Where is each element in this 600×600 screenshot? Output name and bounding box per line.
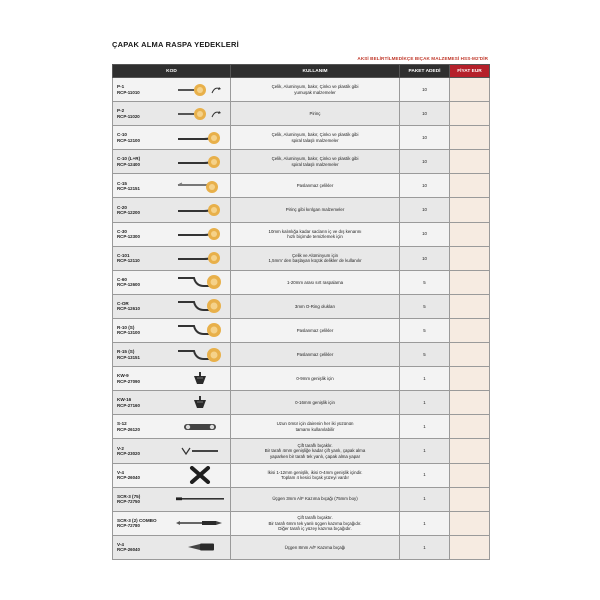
model-code: C-OR [117,300,129,306]
curved-blade-icon [171,131,231,145]
code-cell [113,270,171,294]
usage-cell [231,318,400,342]
model-code: C-10 (L+R) [117,156,141,162]
usage-cell [231,415,400,439]
usage-line: hızlı biçimde temizlemek için [287,234,343,240]
code-cell [113,439,171,463]
price-cell [450,367,490,391]
model-code: C-60 [117,276,127,282]
model-code: P-2 [117,108,125,114]
code-cell [113,318,171,342]
product-image-cell [171,150,231,174]
price-cell [450,318,490,342]
rcp-code: RCP-12610 [117,306,140,312]
package-qty: 10 [400,78,450,102]
model-code: S-12 [117,421,127,427]
product-image-cell [171,222,231,246]
page-title: ÇAPAK ALMA RASPA YEDEKLERİ [112,40,239,49]
product-image-cell [171,535,231,559]
hook-blade-icon [171,347,231,363]
rcp-code: RCP-26040 [117,475,140,481]
table-header-row [113,65,490,78]
usage-line: yumuşak malzemeler [294,89,336,95]
package-qty: 1 [400,415,450,439]
usage-line: Çift taraflı bıçaktır. [297,515,333,521]
code-cell [113,487,171,511]
table-row [113,535,490,559]
header-kullanim: KULLANIM [231,65,400,78]
hook-blade-icon [171,274,231,290]
model-code: P-1 [117,84,125,90]
rcp-code: RCP-12300 [117,234,140,240]
rcp-code: RCP-12151 [117,185,140,191]
code-cell [113,367,171,391]
usage-cell [231,102,400,126]
usage-cell [231,487,400,511]
code-cell [113,174,171,198]
countersink-head-icon [171,395,231,411]
swivel-blade-icon [171,83,231,97]
rcp-code: RCP-72750 [117,499,140,505]
product-image-cell [171,511,231,535]
rcp-code: RCP-27090 [117,378,140,384]
table-row [113,463,490,487]
model-code: V-2 [117,445,124,451]
usage-line: 10mm kalınlığa kadar sacların iç ve dış kenarını [268,228,362,234]
table-row [113,367,490,391]
package-qty: 10 [400,246,450,270]
usage-line: 0-9mm genişlik için [296,375,334,381]
usage-line: Bir tarafı 4mm genişliğe kadar çift yanlı, çapak alma [264,448,366,454]
package-qty: 5 [400,294,450,318]
usage-line: Çift taraflı bıçaklır. [297,442,333,448]
package-qty: 1 [400,535,450,559]
usage-line: Bir tarafı 6mm tek yanlı üçgen kazıma bıçağıdır. [268,520,362,526]
combo-scraper-icon [171,517,231,529]
usage-line: spiral talaşlı malzemeler [291,161,339,167]
product-image-cell [171,367,231,391]
product-image-cell [171,294,231,318]
model-code: KW-9 [117,373,129,379]
rcp-code: RCP-26040 [117,547,140,553]
curved-blade-icon [171,155,231,169]
package-qty: 10 [400,150,450,174]
table-row [113,198,490,222]
usage-line: Çelik, Aluminyum, bakır, Çinko ve plastik gibi [271,132,359,138]
price-cell [450,126,490,150]
round-blade-icon [171,420,231,434]
package-qty: 1 [400,439,450,463]
hook-blade-icon [171,322,231,338]
product-image-cell [171,439,231,463]
usage-line: Çelik, Aluminyum, bakır, Çinko ve plastik gibi [271,84,359,90]
header-fiyat-eur: FİYAT EUR [450,65,490,78]
package-qty: 1 [400,487,450,511]
code-cell [113,391,171,415]
usage-cell [231,439,400,463]
model-code: KW-16 [117,397,132,403]
code-cell [113,294,171,318]
price-cell [450,174,490,198]
table-row [113,150,490,174]
product-image-cell [171,246,231,270]
rcp-code: RCP-12600 [117,282,140,288]
usage-cell [231,78,400,102]
product-image-cell [171,343,231,367]
table-row [113,246,490,270]
scraper-rod-icon [171,494,231,504]
table-row [113,415,490,439]
usage-line: 0-16mm genişlik için [295,400,335,406]
package-qty: 1 [400,391,450,415]
rcp-code: RCP-13151 [117,354,140,360]
model-code: C-20 [117,204,127,210]
product-image-cell [171,174,231,198]
price-cell [450,150,490,174]
usage-line: 1-20mm arası sırt raspalama [286,279,344,285]
x-blade-icon [171,466,231,484]
usage-cell [231,150,400,174]
usage-line: Çelik ve Alüminyum için [291,252,339,258]
price-cell [450,294,490,318]
table-row [113,487,490,511]
rcp-code: RCP-11020 [117,113,140,119]
usage-line: Uzun ömür için dairenin her iki yüzünün [276,421,354,427]
rcp-code: RCP-12200 [117,210,140,216]
usage-cell [231,198,400,222]
usage-line: İkisi 1-12mm genişlik, ikisi 0-4mm genişlik içindir. [267,469,363,475]
package-qty: 5 [400,318,450,342]
model-code: R-10 (S) [117,325,135,331]
price-cell [450,198,490,222]
usage-cell [231,270,400,294]
table-row [113,174,490,198]
countersink-head-icon [171,371,231,387]
usage-cell [231,126,400,150]
code-cell [113,126,171,150]
usage-line: 3mm O-Ring olukları [294,303,336,309]
package-qty: 1 [400,463,450,487]
rcp-code: RCP-12400 [117,161,140,167]
table-row [113,511,490,535]
table-row [113,270,490,294]
curved-blade-icon [171,203,231,217]
table-row [113,391,490,415]
package-qty: 5 [400,270,450,294]
header-paket-adedi: PAKET ADEDİ [400,65,450,78]
product-image-cell [171,78,231,102]
parts-table [112,64,490,560]
price-cell [450,102,490,126]
package-qty: 10 [400,126,450,150]
hook-blade-icon [171,298,231,314]
usage-line: tamamı kullanılabilir [295,426,335,432]
curved-blade-icon [171,227,231,241]
usage-line: Üçgen 3mm A/F Kazıma bıçağı (75mm boy) [272,496,358,502]
model-code: C-10 [117,132,127,138]
model-code: C-101 [117,252,130,258]
table-row [113,102,490,126]
code-cell [113,198,171,222]
usage-line: Paslanmaz çelikler [296,327,334,333]
swivel-blade-icon [171,107,231,121]
price-cell [450,439,490,463]
price-cell [450,270,490,294]
straight-blade-icon [171,179,231,193]
product-image-cell [171,102,231,126]
model-code: SCR-3 (75) [117,493,141,499]
rcp-code: RCP-72780 [117,523,140,529]
table-row [113,318,490,342]
rcp-code: RCP-26120 [117,426,140,432]
product-image-cell [171,415,231,439]
model-code: C-30 [117,228,127,234]
material-note: AKSİ BELİRTİLMEDİKÇE BIÇAK MALZEMESİ HSS-M2'DİR [357,56,488,61]
product-image-cell [171,126,231,150]
table-row [113,222,490,246]
model-code: V-4 [117,541,124,547]
product-image-cell [171,391,231,415]
code-cell [113,535,171,559]
package-qty: 10 [400,174,450,198]
package-qty: 1 [400,367,450,391]
package-qty: 10 [400,102,450,126]
usage-line: Paslanmaz çelikler [296,183,334,189]
usage-cell [231,174,400,198]
product-image-cell [171,487,231,511]
usage-cell [231,391,400,415]
package-qty: 1 [400,511,450,535]
code-cell [113,222,171,246]
usage-line: Pirinç gibi kırılgan malzemeler [285,207,345,213]
model-code: SCR-3 (2) COMBO [117,517,157,523]
usage-cell [231,343,400,367]
price-cell [450,415,490,439]
model-code: V-4 [117,469,124,475]
code-cell [113,463,171,487]
usage-line: yaparken bir tarafı tek yanlı, çapak alma yapar [269,453,361,459]
code-cell [113,511,171,535]
header-kod: KOD [113,65,231,78]
rcp-code: RCP-12100 [117,137,140,143]
table-row [113,343,490,367]
usage-cell [231,535,400,559]
product-image-cell [171,463,231,487]
product-image-cell [171,198,231,222]
usage-cell [231,511,400,535]
code-cell [113,415,171,439]
table-row [113,78,490,102]
price-cell [450,535,490,559]
usage-line: Diğer tarafı iç yüzey kazıma bıçağıdır. [278,525,352,531]
price-cell [450,391,490,415]
usage-cell [231,463,400,487]
product-image-cell [171,318,231,342]
table-row [113,439,490,463]
usage-line: Üçgen 8mm A/F Kazıma bıçağı [284,544,346,550]
price-cell [450,463,490,487]
package-qty: 5 [400,343,450,367]
model-code: R-15 (S) [117,349,135,355]
price-cell [450,487,490,511]
rcp-code: RCP-27160 [117,402,140,408]
price-cell [450,511,490,535]
usage-line: spiral talaşlı malzemeler [291,137,339,143]
usage-cell [231,246,400,270]
rcp-code: RCP-12110 [117,258,140,264]
code-cell [113,343,171,367]
usage-cell [231,222,400,246]
package-qty: 10 [400,198,450,222]
usage-line: Paslanmaz çelikler [296,351,334,357]
code-cell [113,102,171,126]
rcp-code: RCP-11010 [117,89,140,95]
code-cell [113,78,171,102]
code-cell [113,150,171,174]
price-cell [450,222,490,246]
curved-blade-icon [171,251,231,265]
usage-line: Pirinç [309,110,321,116]
rcp-code: RCP-13100 [117,330,140,336]
triangular-scraper-icon [171,540,231,554]
code-cell [113,246,171,270]
table-row [113,294,490,318]
price-cell [450,78,490,102]
product-image-cell [171,270,231,294]
usage-cell [231,294,400,318]
rcp-code: RCP-23020 [117,450,140,456]
table-row [113,126,490,150]
usage-cell [231,367,400,391]
usage-line: Çelik, Aluminyum, bakır, Çinko ve plastik gibi [271,156,359,162]
package-qty: 10 [400,222,450,246]
usage-line: 1,5mm' den başlayan küçük delikler de kullanılır [268,258,362,264]
price-cell [450,343,490,367]
model-code: C-15 [117,180,127,186]
usage-line: Toplam 4 kesici bıçak yüzeyi vardır [281,475,349,481]
price-cell [450,246,490,270]
v-blade-icon [171,444,231,458]
